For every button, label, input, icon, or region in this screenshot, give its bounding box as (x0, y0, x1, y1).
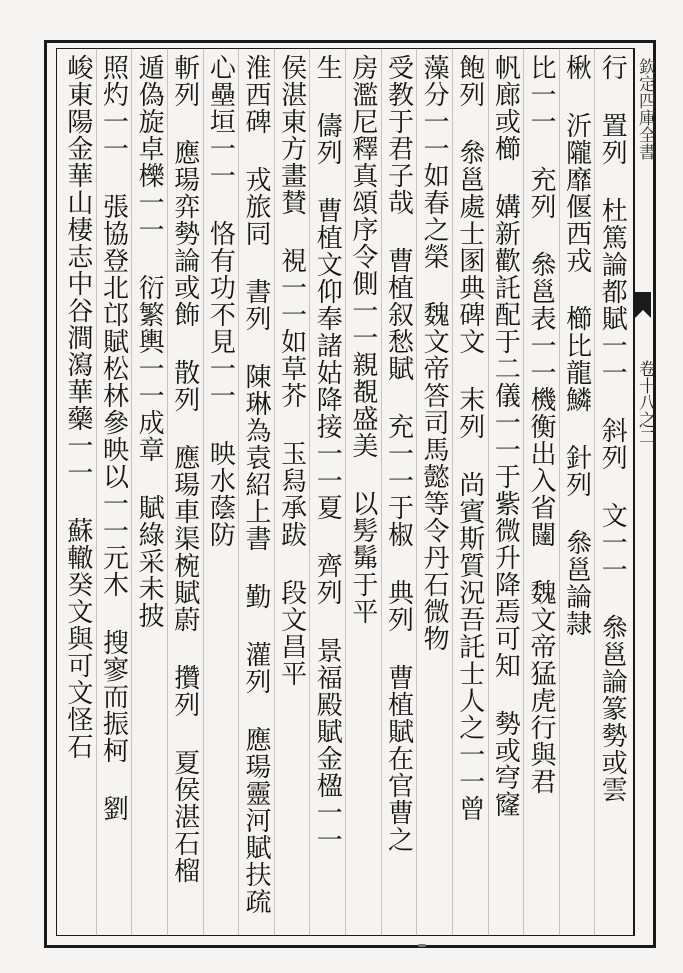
column-rule (203, 48, 204, 936)
column-text: 斬列 應瑒弈勢論或飾 散列 應瑒車渠椀賦蔚 攢列 夏侯湛石榴 (169, 54, 200, 884)
column-rule (167, 48, 168, 936)
column-rule (523, 48, 524, 936)
column-text: 藻分一一如春之榮 魏文帝答司馬懿等令丹石微物 (419, 54, 450, 652)
margin-book-title: 欽定四庫全書 (635, 58, 655, 160)
text-column (54, 54, 102, 930)
column-rule (452, 48, 453, 936)
column-text: 峻東陽金華山棲志中谷澗瀉華藥一一 蘇轍癸文與可文怪石 (62, 54, 93, 760)
ink-speck (418, 944, 426, 947)
column-text: 行 置列 杜篤論都賦一一 斜列 文一一 叅邕論篆勢或雲 (597, 54, 628, 803)
column-text: 比一一 充列 叅邕表一一機衡出入省闥 魏文帝猛虎行與君 (525, 54, 556, 795)
column-rule (274, 48, 275, 936)
column-rule (594, 48, 595, 936)
column-rule (381, 48, 382, 936)
column-text: 飽列 叅邕處士圂典碑文 末列 尚賓斯質況吾託士人之一一曾 (454, 54, 485, 822)
column-rule (559, 48, 560, 936)
column-text: 生 儔列 曹植文仰奉諸姑降接一一夏 齊列 景福殿賦金楹一一 (312, 54, 343, 853)
margin-chapter-label: 卷十八之二 (635, 360, 655, 445)
column-rule (131, 48, 132, 936)
column-text: 侯湛東方畫賛 視一一如草芥 玉舄承跋 段文昌平 (276, 54, 307, 687)
column-text: 房濫尼釋真頌序令側一一親覩盛美 以髣髴于平 (347, 54, 378, 625)
column-rule (309, 48, 310, 936)
column-rule (345, 48, 346, 936)
column-text: 照灼一一 張協登北邙賦松林參映以一一元木 搜寥而振柯 劉 (98, 54, 129, 822)
fore-edge-strip (634, 48, 654, 936)
column-rule (238, 48, 239, 936)
column-text: 淮西碑 戎旅同 書列 陳琳為袁紹上書 勤 灌列 應瑒靈河賦扶疏 (240, 54, 271, 915)
column-text: 帆廊或櫛 媾新歡託配于二儀一一于紫微升降焉可知 勢或穹窿 (490, 54, 521, 818)
column-text: 受教于君子哉 曹植叙愁賦 充一一于椒 典列 曹植賦在官曹之 (383, 54, 414, 853)
column-rule (416, 48, 417, 936)
column-text: 心壘垣一一 恪有功不見一一 映水蔭防 (205, 54, 236, 548)
column-rule (96, 48, 97, 936)
column-rule (488, 48, 489, 936)
column-text: 遁偽旋卓櫟一一 衍繁輿一一成章 賦綠采未披 (134, 54, 165, 629)
column-text: 楸 沂隴靡偃西戎 櫛比龍鱗 針列 叅邕論隷 (561, 54, 592, 637)
